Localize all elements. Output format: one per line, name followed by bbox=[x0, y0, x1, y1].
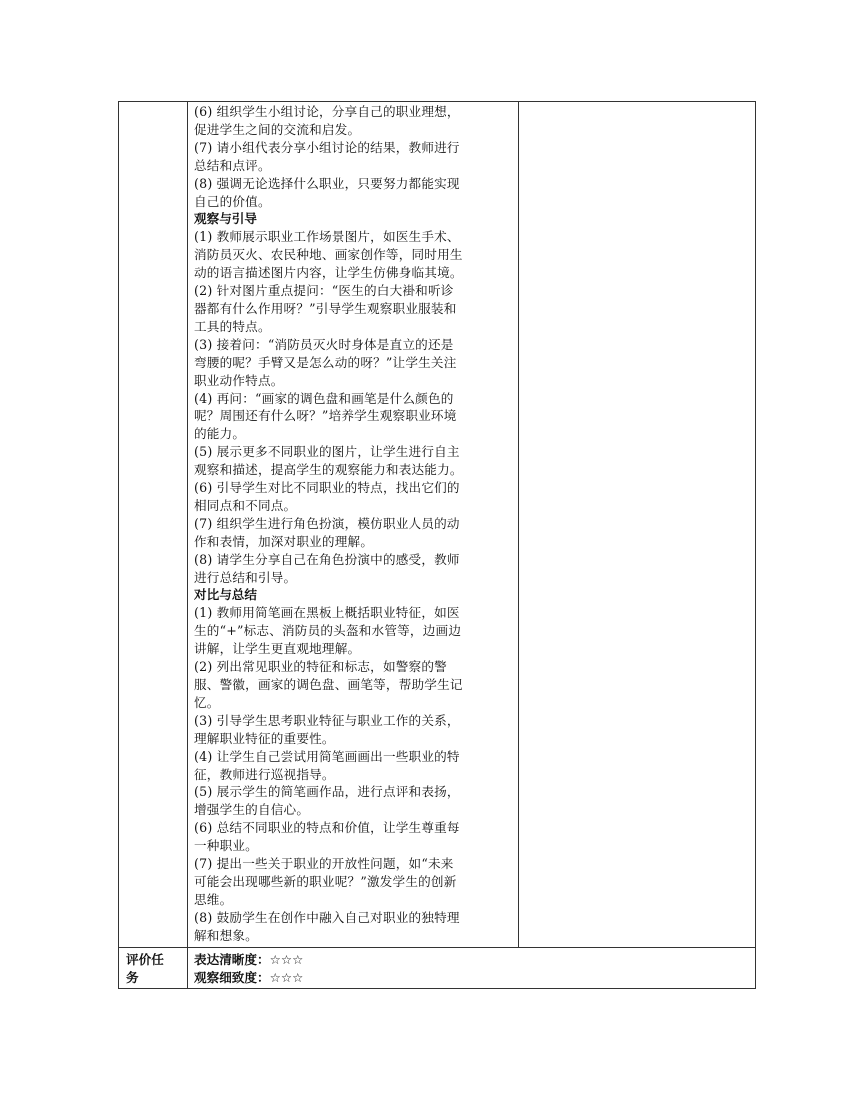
text-line: (1) 教师用简笔画在黑板上概括职业特征，如医 bbox=[194, 605, 460, 621]
text-line: 忆。 bbox=[194, 694, 220, 710]
activity-lines bbox=[194, 103, 512, 945]
section-heading: 对比与总结 bbox=[194, 587, 257, 603]
text-line: 工具的特点。 bbox=[194, 318, 271, 334]
section-heading: 观察与引导 bbox=[194, 211, 257, 227]
text-line: 动的语言描述图片内容，让学生仿佛身临其境。 bbox=[194, 265, 463, 281]
text-line: (4) 让学生自己尝试用简笔画画出一些职业的特 bbox=[194, 748, 460, 764]
evaluation-item bbox=[194, 969, 749, 987]
text-line: 一种职业。 bbox=[194, 838, 258, 854]
text-line: (6) 组织学生小组讨论，分享自己的职业理想， bbox=[194, 104, 460, 119]
text-line: 自己的价值。 bbox=[194, 193, 271, 209]
text-line: (5) 展示学生的简笔画作品，进行点评和表扬， bbox=[194, 784, 460, 800]
text-line: (3) 引导学生思考职业特征与职业工作的关系， bbox=[194, 712, 460, 728]
text-line: (2) 列出常见职业的特征和标志，如警察的警 bbox=[194, 659, 447, 675]
text-line: (6) 总结不同职业的特点和价值，让学生尊重每 bbox=[194, 820, 460, 836]
text-line: 总结和点评。 bbox=[194, 157, 271, 173]
text-line: (6) 引导学生对比不同职业的特点，找出它们的 bbox=[194, 480, 460, 496]
rating-stars: ☆☆☆ bbox=[269, 951, 304, 967]
text-line: 相同点和不同点。 bbox=[194, 497, 297, 513]
text-line: 的能力。 bbox=[194, 426, 246, 442]
text-line: 讲解，让学生更直观地理解。 bbox=[194, 641, 361, 657]
text-line: 增强学生的自信心。 bbox=[194, 802, 310, 818]
evaluation-label-line2: 务 bbox=[126, 969, 139, 985]
rating-stars: ☆☆☆ bbox=[269, 969, 304, 985]
text-line: 生的“+”标志、消防员的头盔和水管等，边画边 bbox=[194, 623, 462, 639]
text-line: (4) 再问：“画家的调色盘和画笔是什么颜色的 bbox=[194, 390, 454, 406]
evaluation-item-key: 观察细致度： bbox=[194, 969, 270, 985]
table-row bbox=[119, 102, 756, 948]
text-line: 思维。 bbox=[194, 891, 233, 907]
text-line: (7) 请小组代表分享小组讨论的结果，教师进行 bbox=[194, 139, 460, 155]
evaluation-item-key: 表达清晰度： bbox=[194, 951, 270, 967]
text-line: 观察和描述，提高学生的观察能力和表达能力。 bbox=[194, 462, 463, 478]
text-line: 消防员灭火、农民种地、画家创作等，同时用生 bbox=[194, 247, 463, 263]
text-line: 服、警徽，画家的调色盘、画笔等，帮助学生记 bbox=[194, 677, 463, 692]
text-line: 作和表情，加深对职业的理解。 bbox=[194, 533, 374, 549]
text-line: 器都有什么作用呀？”引导学生观察职业服装和 bbox=[194, 300, 457, 316]
evaluation-label-line1: 评价任 bbox=[126, 951, 164, 967]
evaluation-item bbox=[194, 951, 749, 969]
text-line: (3) 接着问：“消防员灭火时身体是直立的还是 bbox=[194, 336, 454, 352]
text-line: (8) 请学生分享自己在角色扮演中的感受，教师 bbox=[194, 551, 460, 567]
label-cell-empty bbox=[119, 102, 188, 948]
text-line: 进行总结和引导。 bbox=[194, 569, 297, 585]
evaluation-content-cell bbox=[188, 947, 756, 989]
text-line: 呢？周围还有什么呀？”培养学生观察职业环境 bbox=[194, 408, 457, 424]
notes-cell-empty bbox=[519, 102, 756, 948]
text-line: 理解职业特征的重要性。 bbox=[194, 730, 335, 746]
text-line: 征，教师进行巡视指导。 bbox=[194, 766, 335, 782]
text-line: (7) 提出一些关于职业的开放性问题，如“未来 bbox=[194, 856, 454, 872]
text-line: 弯腰的呢？手臂又是怎么动的呀？”让学生关注 bbox=[194, 354, 457, 370]
table-row bbox=[119, 947, 756, 989]
text-line: 可能会出现哪些新的职业呢？”激发学生的创新 bbox=[194, 873, 457, 889]
text-line: (7) 组织学生进行角色扮演，模仿职业人员的动 bbox=[194, 515, 460, 531]
text-line: (8) 鼓励学生在创作中融入自己对职业的独特理 bbox=[194, 909, 460, 925]
text-line: 解和想象。 bbox=[194, 927, 258, 943]
text-line: (8) 强调无论选择什么职业，只要努力都能实现 bbox=[194, 175, 460, 191]
text-line: 职业动作特点。 bbox=[194, 372, 284, 388]
text-line: (1) 教师展示职业工作场景图片，如医生手术、 bbox=[194, 229, 460, 245]
lesson-plan-table bbox=[118, 101, 756, 989]
text-line: (5) 展示更多不同职业的图片，让学生进行自主 bbox=[194, 444, 460, 460]
evaluation-label-cell bbox=[119, 947, 188, 989]
text-line: 促进学生之间的交流和启发。 bbox=[194, 121, 361, 137]
text-line: (2) 针对图片重点提问：“医生的白大褂和听诊 bbox=[194, 283, 454, 299]
activity-content-cell bbox=[188, 102, 519, 948]
